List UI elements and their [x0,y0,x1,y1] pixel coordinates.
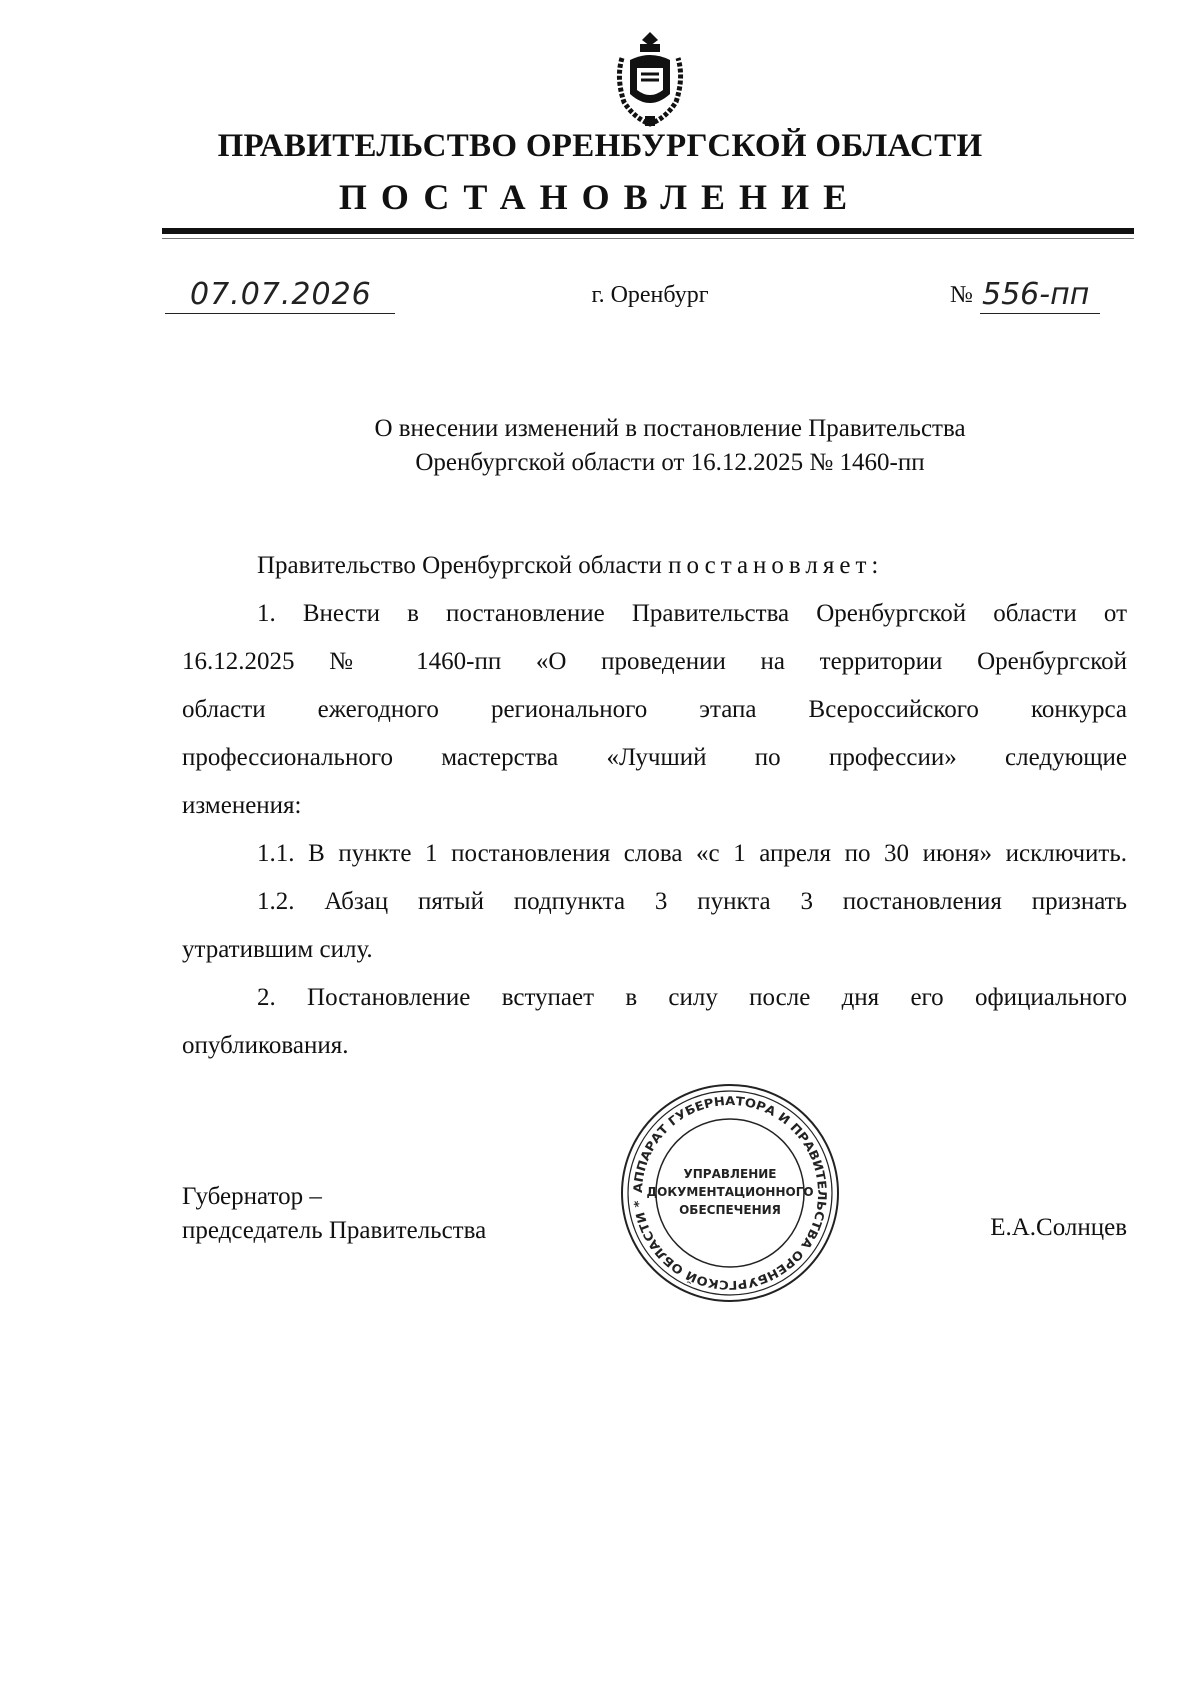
signatory-title-line: Губернатор – [182,1183,322,1210]
stamp-center-line: ОБЕСПЕЧЕНИЯ [679,1203,781,1217]
signatory-title [182,1180,486,1248]
preamble-text: Правительство Оренбургской области [257,552,662,579]
signatory-title-line: председатель Правительства [182,1217,487,1244]
city-label: г. Оренбург [591,282,709,308]
preamble [182,542,1127,590]
decree-subject [250,412,1090,480]
stamp-ring-text: АППАРАТ ГУБЕРНАТОРА И ПРАВИТЕЛЬСТВА ОРЕНБУРГСКОЙ ОБЛАСТИ * [630,1093,830,1293]
paragraph-line: 1.1. В пункте 1 постановления слова «с 1 апреля по 30 июня» исключить. [257,840,1127,867]
decree-number: 556-пп [982,277,1090,312]
government-title: ПРАВИТЕЛЬСТВО ОРЕНБУРГСКОЙ ОБЛАСТИ [217,128,983,164]
official-stamp [615,1078,845,1308]
subject-line: О внесении изменений в постановление Правительства [374,415,966,442]
signatory-name: Е.А.Солнцев [990,1214,1127,1241]
date-underline [165,313,395,314]
header-rule [162,228,1134,234]
paragraph-line: 2. Постановление вступает в силу после дня его официального [257,984,1127,1011]
paragraph-line: опубликования. [182,1032,349,1059]
number-underline [980,313,1100,314]
paragraph-line: области ежегодного регионального этапа Всероссийского конкурса [182,696,1127,723]
paragraph-line: 16.12.2025 № 1460-пп «О проведении на территории Оренбургской [182,648,1127,675]
subject-line: Оренбургской области от 16.12.2025 № 1460-пп [415,449,925,476]
paragraph-line: изменения: [182,792,302,819]
document-type-title: ПОСТАНОВЛЕНИЕ [338,177,862,217]
preamble-verb: постановляет: [668,552,884,579]
number-sign: № [950,282,973,308]
paragraph-line: профессионального мастерства «Лучший по профессии» следующие [182,744,1127,771]
decree-body [182,542,1127,1070]
paragraph-line: 1.2. Абзац пятый подпункта 3 пункта 3 постановления признать [257,888,1127,915]
paragraph-line: утратившим силу. [182,936,373,963]
stamp-center-line: УПРАВЛЕНИЕ [683,1167,777,1181]
header-rule-thin [162,238,1134,239]
decree-date: 07.07.2026 [190,277,372,312]
stamp-center-line: ДОКУМЕНТАЦИОННОГО [646,1185,814,1199]
coat-of-arms-icon [610,30,690,130]
paragraph-line: 1. Внести в постановление Правительства Оренбургской области от [257,600,1127,627]
